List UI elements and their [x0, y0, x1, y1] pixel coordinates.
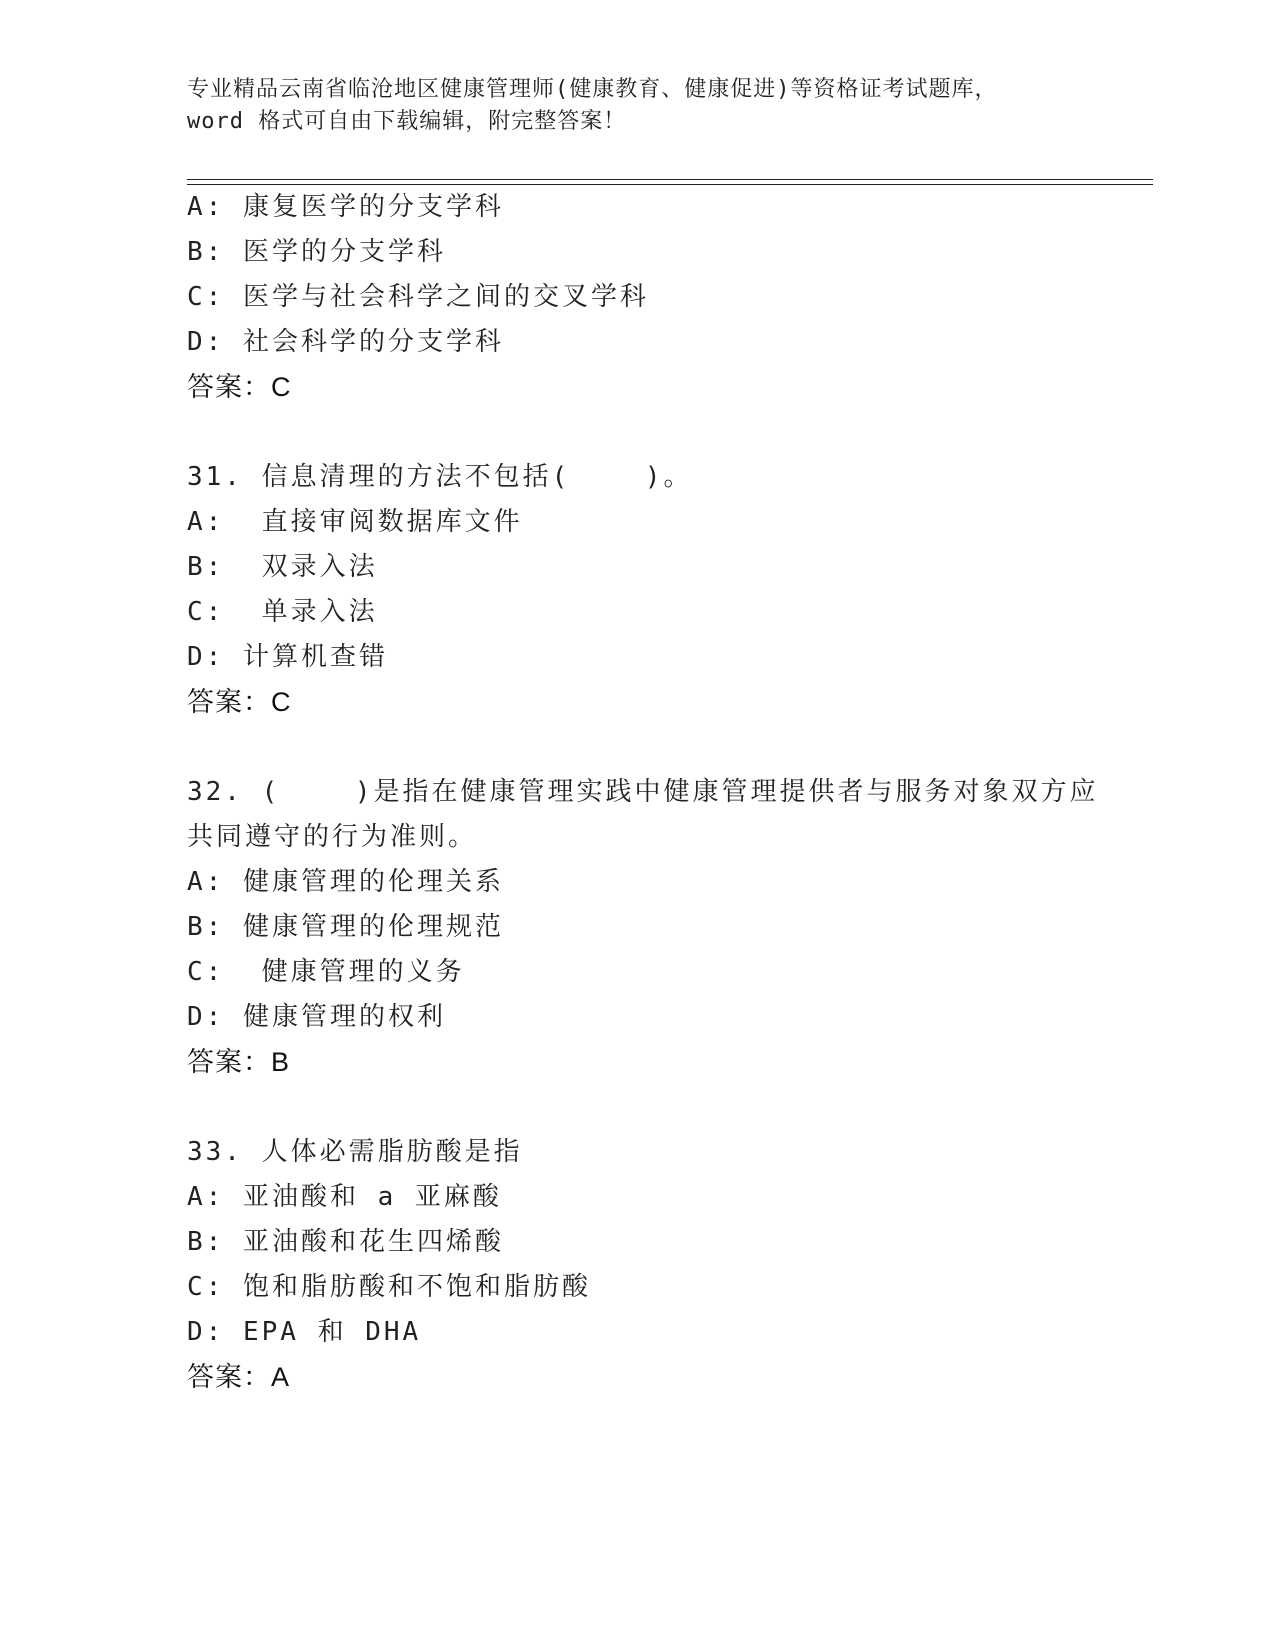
q32-option-c: C: 健康管理的义务 — [187, 957, 465, 987]
q33-question: 33. 人体必需脂肪酸是指 — [187, 1137, 523, 1167]
q33-option-d: D: EPA 和 DHA — [187, 1317, 422, 1347]
header-divider-bottom — [187, 184, 1153, 185]
q32-question-line2: 共同遵守的行为准则。 — [187, 822, 478, 852]
q32-option-d: D: 健康管理的权利 — [187, 1002, 446, 1032]
q33-option-a: A: 亚油酸和 a 亚麻酸 — [187, 1182, 502, 1212]
q31-answer: 答案：C — [187, 687, 292, 717]
q31-option-c: C: 单录入法 — [187, 597, 378, 627]
q32-option-b: B: 健康管理的伦理规范 — [187, 912, 504, 942]
q32-option-a: A: 健康管理的伦理关系 — [187, 867, 504, 897]
q30-option-d: D: 社会科学的分支学科 — [187, 327, 504, 357]
q33-option-b: B: 亚油酸和花生四烯酸 — [187, 1227, 504, 1257]
q31-question: 31. 信息清理的方法不包括( )。 — [187, 462, 693, 492]
q32-question-line1: 32. ( )是指在健康管理实践中健康管理提供者与服务对象双方应 — [187, 777, 1099, 807]
q31-option-a: A: 直接审阅数据库文件 — [187, 507, 523, 537]
q32-answer: 答案：B — [187, 1047, 291, 1077]
header-title-line2: word 格式可自由下载编辑，附完整答案！ — [187, 109, 627, 134]
q33-answer: 答案：A — [187, 1362, 291, 1392]
document-header — [187, 74, 1087, 138]
q31-option-b: B: 双录入法 — [187, 552, 378, 582]
q31-option-d: D: 计算机查错 — [187, 642, 388, 672]
q30-option-c: C: 医学与社会科学之间的交叉学科 — [187, 282, 649, 312]
q33-option-c: C: 饱和脂肪酸和不饱和脂肪酸 — [187, 1272, 591, 1302]
q30-option-b: B: 医学的分支学科 — [187, 237, 446, 267]
q30-option-a: A: 康复医学的分支学科 — [187, 192, 504, 222]
header-title-line1: 专业精品云南省临沧地区健康管理师(健康教育、健康促进)等资格证考试题库， — [187, 77, 998, 102]
header-divider-top — [187, 179, 1153, 180]
q30-answer: 答案：C — [187, 372, 292, 402]
